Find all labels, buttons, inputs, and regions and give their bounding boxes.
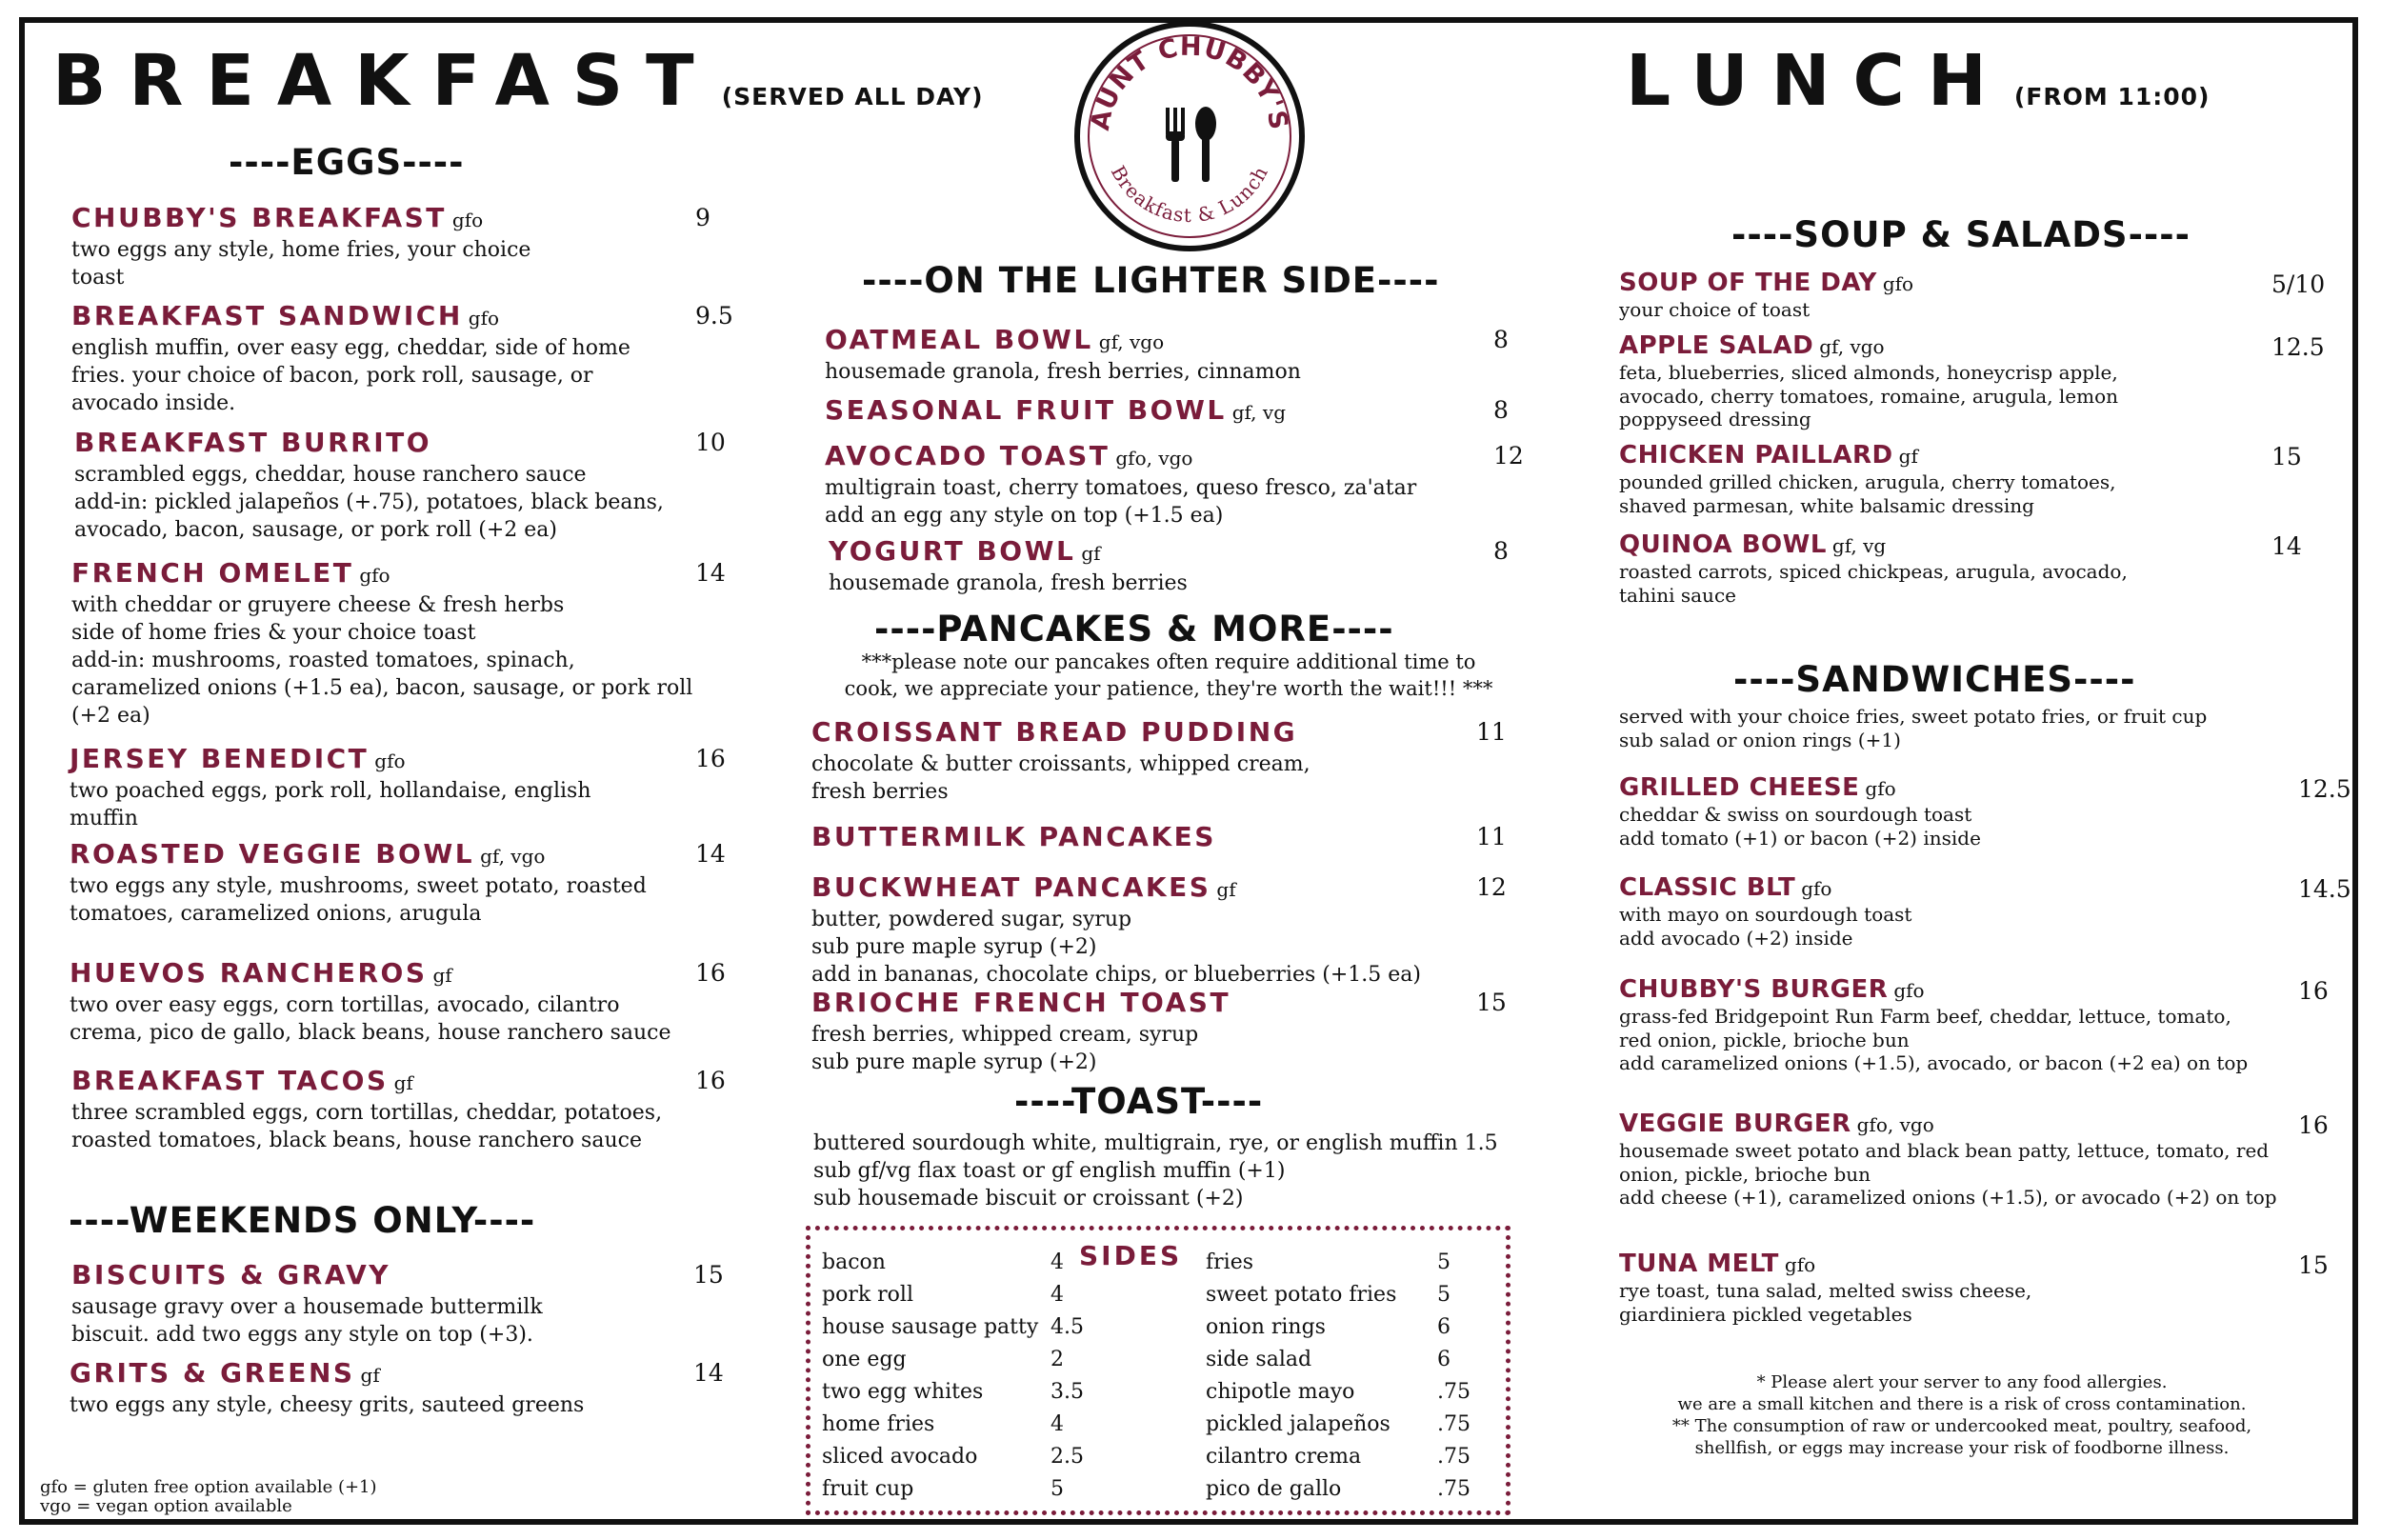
description-line: two poached eggs, pork roll, hollandaise, english <box>70 779 591 803</box>
description-line: two eggs any style, cheesy grits, sauteed greens <box>70 1393 585 1417</box>
dietary-tag: gf, vgo <box>1819 335 1885 358</box>
description-line: toast <box>71 266 125 290</box>
menu-item-description <box>71 591 692 730</box>
item-name-text: BISCUITS & GRAVY <box>71 1259 391 1290</box>
dietary-tag: gf, vg <box>1231 401 1286 424</box>
menu-item-name <box>1619 975 2248 1004</box>
menu-item <box>811 871 1421 989</box>
dietary-tag: gfo <box>1784 1253 1816 1276</box>
side-name: fries <box>1206 1250 1254 1274</box>
side-price: 3.5 <box>1050 1380 1084 1404</box>
description-line: fries. your choice of bacon, pork roll, sausage, or <box>71 364 593 388</box>
menu-item <box>825 324 1301 386</box>
side-price: 4 <box>1050 1283 1064 1307</box>
menu-item-description <box>74 461 664 544</box>
description-line: tahini sauce <box>1619 583 1736 607</box>
side-price: 6 <box>1437 1315 1451 1339</box>
toast-options <box>813 1130 1498 1212</box>
menu-item <box>811 987 1231 1076</box>
menu-item-name <box>811 987 1231 1018</box>
menu-item-description <box>1619 560 2128 607</box>
menu-item-name <box>74 427 664 458</box>
menu-item-description <box>1619 361 2118 431</box>
side-price: .75 <box>1437 1445 1471 1469</box>
description-line: shaved parmesan, white balsamic dressing <box>1619 493 2034 517</box>
menu-item-price: 12 <box>1493 442 1524 470</box>
menu-item-price: 16 <box>2298 1111 2329 1139</box>
sandwich-note <box>1619 705 2207 752</box>
description-line: crema, pico de gallo, black beans, house ranchero sauce <box>70 1021 671 1045</box>
side-price: .75 <box>1437 1477 1471 1501</box>
menu-item-name <box>71 202 530 233</box>
description-line: (+2 ea) <box>71 704 150 728</box>
item-name-text: SEASONAL FRUIT BOWL <box>825 394 1227 426</box>
menu-item-name <box>825 440 1416 471</box>
pancakes-header: ----PANCAKES & MORE---- <box>874 609 1394 650</box>
item-name-text: AVOCADO TOAST <box>825 440 1110 471</box>
menu-item-description <box>811 1021 1231 1076</box>
menu-item-description <box>70 872 647 928</box>
side-name: pork roll <box>822 1283 914 1307</box>
menu-item-price: 15 <box>693 1261 724 1289</box>
description-line: fresh berries, whipped cream, syrup <box>811 1023 1199 1047</box>
menu-item <box>1619 269 1913 322</box>
item-name-text: GRILLED CHEESE <box>1619 773 1860 802</box>
menu-item <box>811 821 1216 852</box>
dietary-tag: gfo <box>468 307 500 330</box>
item-name-text: OATMEAL BOWL <box>825 324 1093 355</box>
description-line: giardiniera pickled vegetables <box>1619 1302 1912 1326</box>
menu-item <box>1619 975 2248 1075</box>
description-line: sausage gravy over a housemade buttermilk <box>71 1295 543 1319</box>
restaurant-logo <box>1070 17 1309 255</box>
description-line: three scrambled eggs, corn tortillas, cheddar, potatoes, <box>71 1101 663 1125</box>
description-line: add-in: mushrooms, roasted tomatoes, spinach, <box>71 649 575 672</box>
menu-item-description <box>825 474 1416 530</box>
menu-item-price: 12.5 <box>2298 775 2351 803</box>
description-line: roasted carrots, spiced chickpeas, arugula, avocado, <box>1619 560 2128 583</box>
description-line: housemade sweet potato and black bean patty, lettuce, tomato, red <box>1619 1139 2270 1162</box>
dietary-tag: gf <box>1898 445 1918 468</box>
menu-item-price: 15 <box>2298 1251 2329 1279</box>
menu-item-name <box>71 1065 662 1096</box>
dietary-tag: gf <box>1081 542 1101 565</box>
menu-item-price: 12.5 <box>2271 333 2325 361</box>
menu-item-name <box>71 557 692 589</box>
side-name: cilantro crema <box>1206 1445 1362 1469</box>
description-line: pounded grilled chicken, arugula, cherry tomatoes, <box>1619 470 2116 493</box>
item-name-text: FRENCH OMELET <box>71 557 354 589</box>
description-line: add in bananas, chocolate chips, or blueberries (+1.5 ea) <box>811 963 1421 987</box>
menu-item-name <box>70 838 647 870</box>
side-name: one egg <box>822 1348 907 1371</box>
menu-item <box>829 535 1188 597</box>
pancakes-note <box>807 649 1531 702</box>
menu-item <box>70 1357 584 1419</box>
menu-item-name <box>811 871 1421 903</box>
menu-item-description <box>811 750 1311 806</box>
dietary-tag: gf <box>393 1071 413 1094</box>
item-name-text: CLASSIC BLT <box>1619 873 1796 902</box>
description-line: fresh berries <box>811 780 949 804</box>
dietary-tag: gfo <box>374 750 406 772</box>
side-name: pico de gallo <box>1206 1477 1342 1501</box>
disclaimer-line: * Please alert your server to any food allergies. <box>1756 1372 2168 1392</box>
breakfast-heading <box>52 40 984 122</box>
menu-item-description <box>70 777 591 832</box>
toast-header: ----TOAST---- <box>1014 1081 1264 1122</box>
menu-item-price: 14 <box>2271 532 2302 560</box>
sandwich-note-line: sub salad or onion rings (+1) <box>1619 729 1901 751</box>
description-line: avocado, cherry tomatoes, romaine, arugula, lemon <box>1619 384 2119 408</box>
menu-item-description <box>1619 1005 2248 1075</box>
side-name: house sausage patty <box>822 1315 1039 1339</box>
menu-item-description <box>829 570 1188 597</box>
description-line: add avocado (+2) inside <box>1619 926 1853 950</box>
menu-item-price: 8 <box>1493 537 1509 565</box>
pancakes-note-line: ***please note our pancakes often require additional time to <box>861 650 1476 673</box>
item-name-text: CROISSANT BREAD PUDDING <box>811 716 1298 748</box>
sides-box <box>806 1226 1511 1515</box>
menu-item-description <box>1619 1279 2031 1326</box>
lunch-heading <box>1626 40 2211 122</box>
dietary-tag: gf, vg <box>1831 534 1887 557</box>
side-price: 5 <box>1437 1250 1451 1274</box>
description-line: add cheese (+1), caramelized onions (+1.5), or avocado (+2) on top <box>1619 1186 2277 1209</box>
dietary-tag: gfo, vgo <box>1856 1113 1934 1136</box>
menu-item-price: 14 <box>695 840 726 868</box>
description-line: avocado inside. <box>71 391 236 415</box>
item-name-text: BREAKFAST SANDWICH <box>71 300 463 331</box>
disclaimer-line: ** The consumption of raw or undercooked meat, poultry, seafood, <box>1671 1416 2252 1436</box>
logo-top-text: AUNT CHUBBY'S <box>1085 31 1294 133</box>
menu-item-name <box>1619 269 1913 297</box>
menu-item-description <box>71 1293 543 1349</box>
sandwiches-header: ----SANDWICHES---- <box>1733 659 2136 700</box>
menu-item <box>74 427 664 544</box>
description-line: onion, pickle, brioche bun <box>1619 1162 1871 1186</box>
menu-item-price: 8 <box>1493 326 1509 353</box>
dietary-tag: gf, vgo <box>1098 330 1165 353</box>
side-price: 2 <box>1050 1348 1064 1371</box>
menu-item <box>825 394 1286 426</box>
description-line: grass-fed Bridgepoint Run Farm beef, cheddar, lettuce, tomato, <box>1619 1005 2231 1028</box>
disclaimer-line: shellfish, or eggs may increase your risk of foodborne illness. <box>1694 1438 2230 1458</box>
menu-item-price: 12 <box>1476 873 1507 901</box>
menu-item <box>70 743 591 832</box>
pancakes-note-line: cook, we appreciate your patience, they're worth the wait!!! *** <box>844 677 1493 700</box>
description-line: feta, blueberries, sliced almonds, honeycrisp apple, <box>1619 361 2118 384</box>
item-name-text: CHUBBY'S BURGER <box>1619 975 1889 1004</box>
description-line: avocado, bacon, sausage, or pork roll (+2 ea) <box>74 518 558 542</box>
menu-item-description <box>1619 803 1981 850</box>
side-name: bacon <box>822 1250 886 1274</box>
lunch-title: LUNCH <box>1626 40 2010 122</box>
menu-item <box>71 557 692 730</box>
description-line: sub pure maple syrup (+2) <box>811 1050 1097 1074</box>
dietary-tag: gf <box>432 964 452 987</box>
description-line: caramelized onions (+1.5 ea), bacon, sausage, or pork roll <box>71 676 693 700</box>
side-name: sliced avocado <box>822 1445 978 1469</box>
menu-item-name <box>825 324 1301 355</box>
description-line: add tomato (+1) or bacon (+2) inside <box>1619 826 1981 850</box>
description-line: with mayo on sourdough toast <box>1619 903 1912 926</box>
description-line: scrambled eggs, cheddar, house ranchero sauce <box>74 463 587 487</box>
description-line: muffin <box>70 807 138 830</box>
item-name-text: BUTTERMILK PANCAKES <box>811 821 1216 852</box>
description-line: housemade granola, fresh berries, cinnamon <box>825 360 1301 384</box>
item-name-text: BREAKFAST TACOS <box>71 1065 389 1096</box>
sandwich-note-line: served with your choice fries, sweet potato fries, or fruit cup <box>1619 705 2208 728</box>
dietary-tag: gfo <box>1801 877 1832 900</box>
description-line: with cheddar or gruyere cheese & fresh herbs <box>71 593 565 617</box>
menu-item-name <box>1619 1110 2277 1138</box>
description-line: side of home fries & your choice toast <box>71 621 476 645</box>
side-name: side salad <box>1206 1348 1312 1371</box>
eggs-header: ----EGGS---- <box>229 142 465 183</box>
menu-item <box>1619 441 2115 517</box>
menu-item-name <box>1619 331 2118 360</box>
menu-item <box>71 1065 662 1154</box>
menu-item-price: 16 <box>695 1067 726 1094</box>
menu-item-price: 11 <box>1476 718 1507 746</box>
side-price: .75 <box>1437 1380 1471 1404</box>
dietary-tag: gfo <box>359 564 390 587</box>
menu-item-description <box>1619 903 1911 950</box>
menu-item-name <box>1619 773 1981 802</box>
lunch-subtitle: (FROM 11:00) <box>2013 83 2211 110</box>
toast-line: buttered sourdough white, multigrain, rye, or english muffin 1.5 <box>813 1131 1498 1155</box>
toast-line: sub gf/vg flax toast or gf english muffin (+1) <box>813 1159 1286 1183</box>
breakfast-subtitle: (SERVED ALL DAY) <box>721 83 984 110</box>
disclaimer-line: we are a small kitchen and there is a risk of cross contamination. <box>1677 1394 2247 1414</box>
description-line: add-in: pickled jalapeños (+.75), potatoes, black beans, <box>74 490 664 514</box>
menu-item-name <box>811 821 1216 852</box>
menu-item <box>71 300 630 417</box>
menu-item-description <box>1619 1139 2277 1210</box>
menu-item-price: 10 <box>695 429 726 456</box>
menu-item-description <box>70 1391 584 1419</box>
menu-item <box>71 202 530 291</box>
menu-item-name <box>1619 1250 2031 1278</box>
menu-item-price: 16 <box>695 745 726 772</box>
description-line: butter, powdered sugar, syrup <box>811 908 1132 931</box>
soup-salads-header: ----SOUP & SALADS---- <box>1731 214 2191 255</box>
item-name-text: CHICKEN PAILLARD <box>1619 441 1893 470</box>
side-price: 4 <box>1050 1250 1064 1274</box>
logo-bottom-text: Breakfast & Lunch <box>1106 161 1273 228</box>
menu-item <box>70 957 671 1047</box>
menu-item-name <box>829 535 1188 567</box>
menu-item-description <box>811 906 1421 989</box>
description-line: chocolate & butter croissants, whipped cream, <box>811 752 1311 776</box>
menu-item-description <box>71 1099 662 1154</box>
description-line: two eggs any style, home fries, your choice <box>71 238 531 262</box>
dietary-tag: gf <box>1216 878 1236 901</box>
menu-item-name <box>71 300 630 331</box>
menu-item-name <box>1619 530 2128 559</box>
menu-item-description <box>70 991 671 1047</box>
toast-line: sub housemade biscuit or croissant (+2) <box>813 1187 1244 1210</box>
menu-item-price: 16 <box>695 959 726 987</box>
item-name-text: CHUBBY'S BREAKFAST <box>71 202 447 233</box>
menu-item-price: 15 <box>2271 443 2302 470</box>
menu-item <box>1619 530 2128 607</box>
description-line: english muffin, over easy egg, cheddar, side of home <box>71 336 630 360</box>
side-price: 6 <box>1437 1348 1451 1371</box>
description-line: biscuit. add two eggs any style on top (+3). <box>71 1323 533 1347</box>
item-name-text: SOUP OF THE DAY <box>1619 269 1877 297</box>
side-name: fruit cup <box>822 1477 914 1501</box>
dietary-tag: gfo <box>451 209 484 231</box>
item-name-text: HUEVOS RANCHEROS <box>70 957 428 989</box>
side-name: pickled jalapeños <box>1206 1412 1391 1436</box>
menu-item <box>71 1259 543 1349</box>
menu-item-name <box>70 957 671 989</box>
menu-item-description <box>1619 298 1913 322</box>
menu-item-price: 15 <box>1476 989 1507 1016</box>
menu-item-description <box>825 358 1301 386</box>
item-name-text: TUNA MELT <box>1619 1250 1779 1278</box>
menu-item-name <box>1619 441 2115 470</box>
menu-item <box>70 838 647 928</box>
menu-item-description <box>71 236 530 291</box>
menu-item-name <box>70 1357 584 1389</box>
menu-item-price: 16 <box>2298 977 2329 1005</box>
dietary-tag: gf <box>360 1364 380 1387</box>
side-name: home fries <box>822 1412 935 1436</box>
side-name: two egg whites <box>822 1380 984 1404</box>
menu-item-price: 11 <box>1476 823 1507 850</box>
menu-item <box>1619 331 2118 431</box>
side-price: .75 <box>1437 1412 1471 1436</box>
item-name-text: GRITS & GREENS <box>70 1357 355 1389</box>
description-line: multigrain toast, cherry tomatoes, queso fresco, za'atar <box>825 476 1417 500</box>
menu-item <box>1619 1110 2277 1210</box>
description-line: two eggs any style, mushrooms, sweet potato, roasted <box>70 874 647 898</box>
item-name-text: JERSEY BENEDICT <box>70 743 370 774</box>
description-line: add caramelized onions (+1.5), avocado, or bacon (+2 ea) on top <box>1619 1051 2249 1074</box>
side-name: onion rings <box>1206 1315 1326 1339</box>
side-name: chipotle mayo <box>1206 1380 1355 1404</box>
legend-vgo: vgo = vegan option available <box>40 1496 292 1516</box>
side-name: sweet potato fries <box>1206 1283 1397 1307</box>
menu-item-description <box>71 334 630 417</box>
menu-item <box>1619 873 1911 950</box>
menu-item-price: 9 <box>695 204 710 231</box>
menu-item-price: 14 <box>695 559 726 587</box>
item-name-text: ROASTED VEGGIE BOWL <box>70 838 475 870</box>
description-line: rye toast, tuna salad, melted swiss cheese, <box>1619 1279 2032 1302</box>
item-name-text: VEGGIE BURGER <box>1619 1110 1851 1138</box>
side-price: 4.5 <box>1050 1315 1084 1339</box>
menu-item-name <box>811 716 1311 748</box>
item-name-text: APPLE SALAD <box>1619 331 1814 360</box>
menu-item-price: 14 <box>693 1359 724 1387</box>
menu-item-price: 5/10 <box>2271 270 2326 298</box>
item-name-text: QUINOA BOWL <box>1619 530 1827 559</box>
allergy-disclaimer <box>1619 1371 2305 1459</box>
dietary-tag: gfo <box>1882 272 1914 295</box>
menu-item-price: 14.5 <box>2298 875 2351 903</box>
menu-item-name <box>1619 873 1911 902</box>
dietary-tag: gfo <box>1865 777 1896 800</box>
menu-item <box>1619 1250 2031 1326</box>
description-line: tomatoes, caramelized onions, arugula <box>70 902 482 926</box>
lighter-side-header: ----ON THE LIGHTER SIDE---- <box>862 260 1440 301</box>
dietary-tag: gf, vgo <box>480 845 546 868</box>
description-line: sub pure maple syrup (+2) <box>811 935 1097 959</box>
item-name-text: BUCKWHEAT PANCAKES <box>811 871 1211 903</box>
description-line: two over easy eggs, corn tortillas, avocado, cilantro <box>70 993 620 1017</box>
menu-item-name <box>825 394 1286 426</box>
menu-item <box>825 440 1416 530</box>
sides-title: SIDES <box>1079 1240 1183 1271</box>
menu-item-name <box>70 743 591 774</box>
weekends-header: ----WEEKENDS ONLY---- <box>69 1200 536 1241</box>
menu-item-price: 8 <box>1493 396 1509 424</box>
menu-item <box>1619 773 1981 850</box>
dietary-tag: gfo <box>1893 979 1925 1002</box>
legend-gfo: gfo = gluten free option available (+1) <box>40 1477 377 1497</box>
item-name-text: YOGURT BOWL <box>829 535 1076 567</box>
breakfast-title: BREAKFAST <box>52 40 717 122</box>
dietary-legend <box>40 1478 377 1516</box>
description-line: cheddar & swiss on sourdough toast <box>1619 803 1972 826</box>
description-line: housemade granola, fresh berries <box>829 571 1188 595</box>
description-line: your choice of toast <box>1619 298 1811 321</box>
description-line: red onion, pickle, brioche bun <box>1619 1028 1910 1051</box>
description-line: add an egg any style on top (+1.5 ea) <box>825 504 1224 528</box>
dietary-tag: gfo, vgo <box>1115 447 1193 470</box>
menu-item-description <box>1619 470 2115 517</box>
side-price: 4 <box>1050 1412 1064 1436</box>
menu-item-name <box>71 1259 543 1290</box>
description-line: roasted tomatoes, black beans, house ranchero sauce <box>71 1129 642 1152</box>
side-price: 5 <box>1437 1283 1451 1307</box>
side-price: 2.5 <box>1050 1445 1084 1469</box>
item-name-text: BRIOCHE FRENCH TOAST <box>811 987 1231 1018</box>
menu-item <box>811 716 1311 806</box>
menu-item-price: 9.5 <box>695 302 733 330</box>
side-price: 5 <box>1050 1477 1064 1501</box>
description-line: poppyseed dressing <box>1619 408 1811 430</box>
item-name-text: BREAKFAST BURRITO <box>74 427 432 458</box>
